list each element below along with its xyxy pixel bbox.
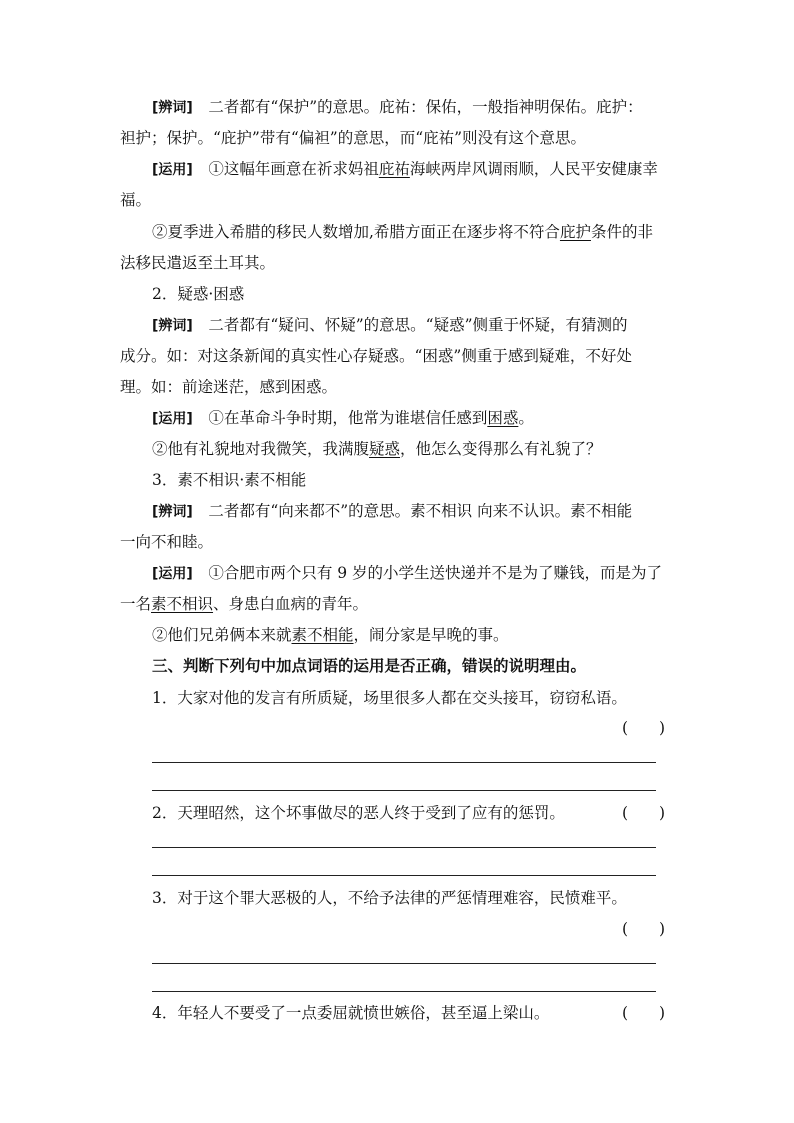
text-line: [152, 625, 509, 645]
answer-parens-3[interactable]: ( ): [622, 920, 666, 938]
text-span: 条件的非: [590, 223, 653, 241]
underlined-word: 庇护: [559, 223, 591, 241]
bianci-tag: [辨词]: [152, 318, 193, 334]
answer-parens-2[interactable]: ( ): [622, 804, 666, 822]
text-line: [120, 594, 368, 614]
text-span: ①这幅年画意在祈求妈祖: [208, 160, 379, 178]
text-line: 成分。如：对这条新闻的真实性心存疑惑。“困惑”侧重于感到疑难，不好处: [120, 347, 632, 365]
text-span: 海峡两岸风调雨顺，人民平安健康幸: [409, 160, 658, 178]
answer-line[interactable]: [152, 847, 656, 848]
text-span: 、身患白血病的青年。: [213, 595, 369, 613]
bianci-line-2: [152, 315, 628, 336]
text-span: 一名: [120, 595, 152, 613]
text-span: ，闹分家是早晚的事。: [353, 626, 509, 644]
text-span: ①在革命斗争时期，他常为谁堪信任感到: [208, 409, 488, 427]
bianci-line-1: [152, 97, 643, 118]
answer-parens-1[interactable]: ( ): [622, 719, 666, 737]
text-line: 福。: [120, 191, 152, 209]
bianci-line-3: [152, 501, 632, 522]
text-span: ②他们兄弟俩本来就: [152, 626, 292, 644]
underlined-word: 素不相识: [151, 595, 214, 613]
text-line: 理。如：前途迷茫，感到困惑。: [120, 378, 338, 396]
yunyong-line-2: [152, 408, 534, 429]
answer-line[interactable]: [152, 963, 656, 964]
text-span: 二者都有“向来都不”的意思。素不相识 向来不认识。素不相能: [208, 502, 633, 520]
yunyong-line-3: [152, 563, 662, 584]
answer-line[interactable]: [152, 875, 656, 876]
text-span: ，他怎么变得那么有礼貌了？: [400, 440, 602, 458]
text-line: 袒护；保护。“庇护”带有“偏袒”的意思，而“庇祐”则没有这个意思。: [120, 129, 587, 147]
yunyong-tag: [运用]: [152, 411, 193, 427]
text-span: ②夏季进入希腊的移民人数增加,希腊方面正在逐步将不符合: [152, 223, 560, 241]
text-span: 。: [518, 409, 534, 427]
underlined-word: 困惑: [487, 409, 519, 427]
text-span: ②他有礼貌地对我微笑，我满腹: [152, 440, 370, 458]
underlined-word: 疑惑: [369, 440, 401, 458]
answer-parens-4[interactable]: ( ): [622, 1004, 666, 1022]
question-2: 2．天理昭然，这个坏事做尽的恶人终于受到了应有的惩罚。: [152, 804, 565, 822]
answer-line[interactable]: [152, 991, 656, 992]
text-span: 二者都有“保护”的意思。庇祐：保佑，一般指神明保佑。庇护：: [208, 98, 643, 116]
underlined-word: 庇祐: [378, 160, 410, 178]
question-3: 3．对于这个罪大恶极的人，不给予法律的严惩情理难容，民愤难平。: [152, 889, 627, 907]
underlined-word: 素不相能: [291, 626, 354, 644]
yunyong-line-1: [152, 159, 658, 180]
bianci-tag: [辨词]: [152, 504, 193, 520]
question-4: 4．年轻人不要受了一点委屈就愤世嫉俗，甚至逼上梁山。: [152, 1004, 550, 1022]
answer-line[interactable]: [152, 762, 656, 763]
yunyong-tag: [运用]: [152, 162, 193, 178]
exercise-heading: 三、判断下列句中加点词语的运用是否正确，错误的说明理由。: [152, 657, 587, 675]
text-span: ①合肥市两个只有 9 岁的小学生送快递并不是为了赚钱，而是为了: [208, 564, 663, 582]
text-line: [152, 222, 653, 242]
text-line: 一向不和睦。: [120, 533, 214, 551]
answer-line[interactable]: [152, 790, 656, 791]
text-line: [152, 439, 602, 459]
text-line: 法移民遣返至土耳其。: [120, 254, 276, 272]
section-heading: 3．素不相识·素不相能: [152, 471, 307, 489]
yunyong-tag: [运用]: [152, 566, 193, 582]
bianci-tag: [辨词]: [152, 100, 193, 116]
text-span: 二者都有“疑问、怀疑”的意思。“疑惑”侧重于怀疑，有猜测的: [208, 316, 628, 334]
section-heading: 2．疑惑·困惑: [152, 285, 245, 303]
question-1: 1．大家对他的发言有所质疑，场里很多人都在交头接耳，窃窃私语。: [152, 689, 627, 707]
